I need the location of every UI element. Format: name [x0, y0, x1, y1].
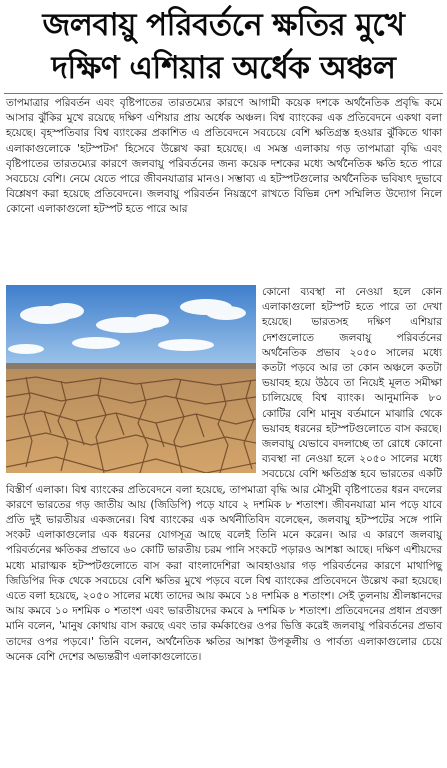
headline-line-1: জলবায়ু পরিবর্তনে ক্ষতির মুখে [42, 7, 405, 43]
article-intro [6, 96, 442, 218]
intro-paragraph: তাপমাত্রার পরিবর্তন এবং বৃষ্টিপাতের তারতম্যের কারণে আগামী কয়েক দশকে অর্থনৈতিক প্রবৃদ্ধি কমে আসার ঝুঁকির মুখে রয়েছে দক্ষিণ এশিয়ার প্রায় অর্ধেক অঞ্চল। বিশ্ব ব্যাংকের এক প্রতিবেদনে একথা বলা হয়েছে। বৃহস্পতিবার বিশ্ব ব্যাংকের প্রকাশিত এ প্রতিবেদনে সবচেয়ে বেশি ক্ষতিগ্রস্ত হওয়ার ঝুঁকিতে থাকা এলাকাগুলোকে 'হটস্পটস' হিসেবে উল্লেখ করা হয়েছে। এ সমস্ত এলাকায় গড় তাপমাত্রা বৃদ্ধি এবং বৃষ্টিপাতের তারতম্যের কারণে জলবায়ু পরিবর্তনের জন্য কয়েক দশকের মধ্যে অর্থনৈতিক ক্ষতি হতে পারে সবচেয়ে বেশি। নেমে যেতে পারে জীবনযাত্রার মানও। সম্ভাব্য এ হটস্পটগুলোর অর্থনৈতিক ভবিষ্যৎ দুভাবে বিশ্লেষণ করা হয়েছে প্রতিবেদনে। জলবায়ু পরিবর্তন নিয়ন্ত্রণে রাখতে বিভিন্ন দেশ সম্মিলিত উদ্যোগ নিলে কোনো এলাকাগুলো হটস্পট হতে পারে আর [6, 97, 442, 216]
headline-line-2: দক্ষিণ এশিয়ার অর্ধেক অঞ্চল [51, 50, 396, 86]
article-body-with-photo [6, 285, 442, 665]
body-paragraph: কোনো ব্যবস্থা না নেওয়া হলে কোন এলাকাগুলো হটস্পট হতে পারে তা দেখা হয়েছে। ভারতসহ দক্ষিণ এশিয়ার দেশগুলোতে জলবায়ু পরিবর্তনের অর্থনৈতিক প্রভাব ২০৫০ সালের মধ্যে কতটা পড়বে আর তা কোন অঞ্চলে কতটা ভয়াবহ হয়ে উঠবে তা নিয়েই মূলত সমীক্ষা চালিয়েছে বিশ্ব ব্যাংক। আনুমানিক ৮০ কোটির বেশি মানুষ বর্তমানে মাঝারি থেকে ভয়াবহ ধরনের হটস্পটগুলোতে বাস করছে। জলবায়ু যেভাবে বদলাচ্ছে তা রোধে কোনো ব্যবস্থা না নেওয়া হলে ২০৫০ সালের মধ্যে সবচেয়ে বেশি ক্ষতিগ্রস্ত হবে ভারতের একটি বিস্তীর্ণ এলাকা। বিশ্ব ব্যাংকের প্রতিবেদনে বলা হয়েছে, তাপমাত্রা বৃদ্ধি আর মৌসুমী বৃষ্টিপাতের ধরন বদলের কারণে ভারতের গড় জাতীয় আয় (জিডিপি) পড়ে যাবে ২ দশমিক ৮ শতাংশ। জীবনযাত্রা মান পড়ে যাবে প্রতি দুই ভারতীয়র একজনের। বিশ্ব ব্যাংকের এক অর্থনীতিবিদ বলেছেন, জলবায়ু হটস্পটের সঙ্গে পানি সংকট এলাকাগুলোর এক ধরনের যোগসূত্র আছে বলেই তিনি মনে করেন। আর এ কারণে জলবায়ু পরিবর্তনের ক্ষতিকর প্রভাবে ৬০ কোটি ভারতীয় চরম পানি সংকটে পড়ারও আশঙ্কা আছে। দক্ষিণ এশীয়দের মধ্যে মারাত্মক হটস্পটগুলোতে বাস করা বাংলাদেশিরা আবহাওয়ার গড় পরিবর্তনের কারণে মাথাপিছু জিডিপির দিক থেকে সবচেয়ে বেশি ক্ষতির মুখে পড়বে বলে বিশ্ব ব্যাংকের প্রতিবেদনে উল্লেখ করা হয়েছে। এতে বলা হয়েছে, ২০৫০ সালের মধ্যে তাদের আয় কমবে ১৪ দশমিক ৪ শতাংশ। সেই তুলনায় শ্রীলঙ্কানদের আয় কমবে ১০ দশমিক ০ শতাংশ এবং ভারতীয়দের কমবে ৯ দশমিক ৮ শতাংশ। প্রতিবেদনের প্রধান প্রবক্তা মানি বলেন, 'মানুষ কোথায় বাস করছে এবং তার কর্মকাণ্ডের ওপর ভিত্তি করেই জলবায়ু পরিবর্তনের প্রভাব তাদের ওপর পড়বে।' তিনি বলেন, অর্থনৈতিক ক্ষতির আশঙ্কা উপকূলীয় ও পার্বত্য এলাকাগুলোর চেয়ে অনেক বেশি দেশের অভ্যন্তরীণ এলাকাগুলোতে। [6, 286, 442, 663]
headline-rule [4, 93, 443, 94]
headline [6, 4, 441, 90]
cracked-earth-photo [6, 285, 256, 473]
drought-landscape-image [6, 285, 256, 473]
